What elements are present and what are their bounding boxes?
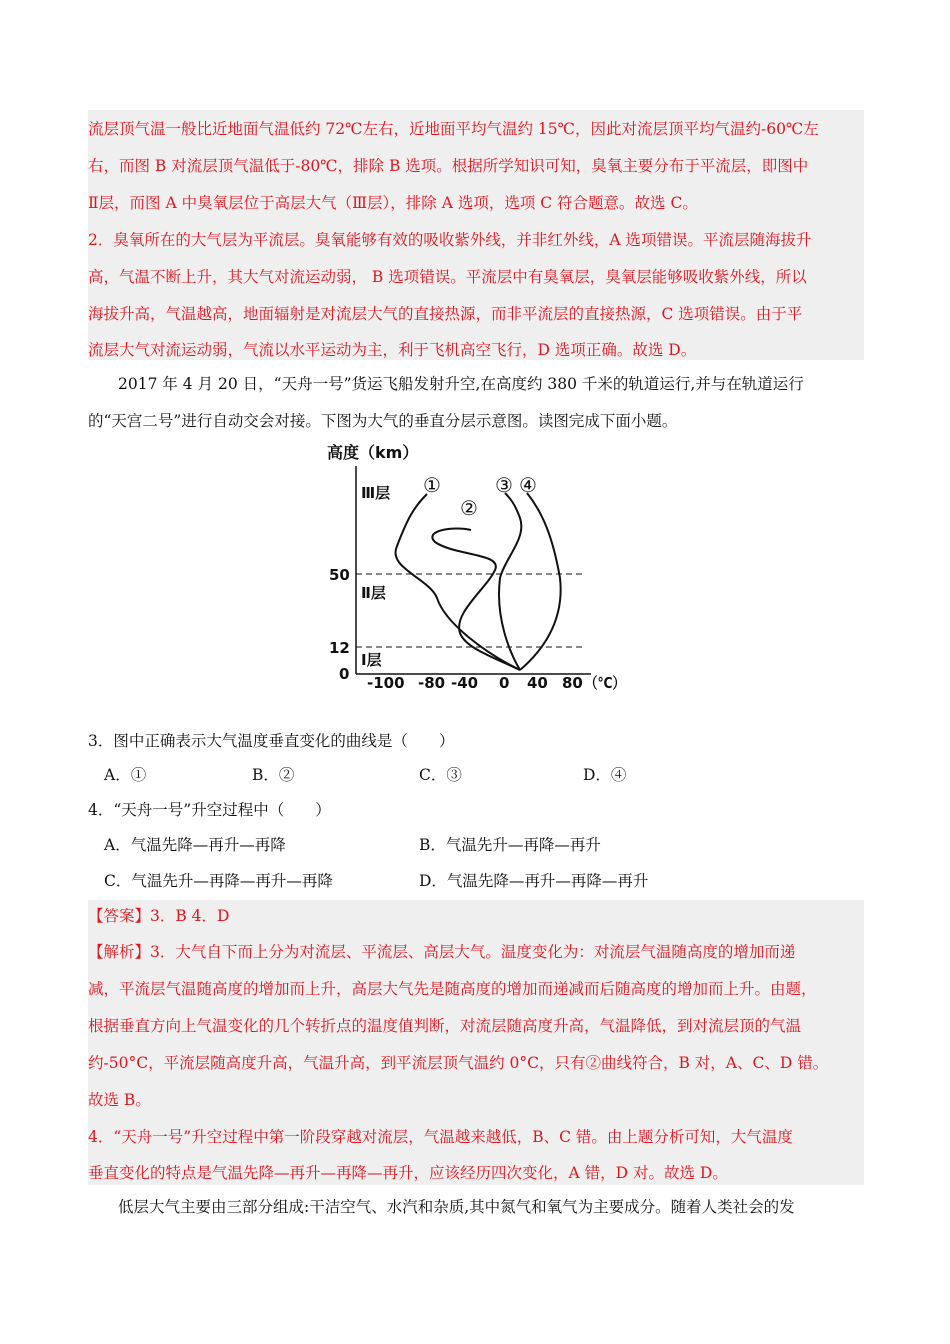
- analysis-line: 根据垂直方向上气温变化的几个转折点的温度值判断，对流层随高度升高，气温降低，到对流层顶的气温: [88, 1017, 802, 1035]
- explanation-line: 流层大气对流运动弱，气流以水平运动为主，利于飞机高空飞行，D 选项正确。故选 D。: [88, 341, 697, 359]
- x-tick-label: -40: [451, 674, 479, 692]
- q3-option-c[interactable]: C．③: [419, 766, 462, 784]
- intro-line: 的“天宫二号”进行自动交会对接。下图为大气的垂直分层示意图。读图完成下面小题。: [88, 412, 678, 430]
- explanation-line: 右，而图 B 对流层顶气温低于-80℃，排除 B 选项。根据所学知识可知，臭氧主要分布于平流层，即图中: [88, 157, 809, 175]
- q4-option-a[interactable]: A．气温先降—再升—再降: [104, 836, 286, 854]
- q4-option-d[interactable]: D．气温先降—再升—再降—再升: [419, 872, 649, 890]
- x-tick-label: 40: [527, 674, 548, 692]
- question-3-stem: 3．图中正确表示大气温度垂直变化的曲线是（ ）: [88, 732, 455, 750]
- curve-2: [432, 529, 520, 671]
- x-axis-unit: （℃）: [585, 674, 625, 692]
- analysis-line: 【解析】3．大气自下而上分为对流层、平流层、高层大气。温度变化为：对流层气温随高度的增加而递: [88, 943, 796, 961]
- atmosphere-layer-chart: [315, 438, 635, 700]
- explanation-line: 海拔升高，气温越高，地面辐射是对流层大气的直接热源，而非平流层的直接热源，C 选项错误。由于平: [88, 305, 803, 323]
- bottom-paragraph: 低层大气主要由三部分组成:干洁空气、水汽和杂质,其中氮气和氧气为主要成分。随着人类社会的发: [118, 1198, 795, 1216]
- curve-4: [520, 493, 561, 670]
- layer-label-3: Ⅲ层: [361, 484, 391, 502]
- analysis-line: 约-50°C，平流层随高度升高，气温升高，到平流层顶气温约 0°C，只有②曲线符合，B 对，A、C、D 错。: [88, 1054, 829, 1072]
- analysis-line: 垂直变化的特点是气温先降—再升—再降—再升，应该经历四次变化，A 错，D 对。故选 D。: [88, 1164, 728, 1182]
- analysis-line: 故选 B。: [88, 1091, 151, 1109]
- curve-label-4: ④: [519, 473, 537, 497]
- q4-option-b[interactable]: B．气温先升—再降—再升: [419, 836, 601, 854]
- x-tick-label: 0: [499, 674, 510, 692]
- y-axis-label: 高度（km）: [327, 443, 419, 462]
- layer-label-1: Ⅰ层: [361, 651, 382, 669]
- explanation-line: Ⅱ层，而图 A 中臭氧层位于高层大气（Ⅲ层），排除 A 选项，选项 C 符合题意。故选 C。: [88, 194, 698, 212]
- curve-label-3: ③: [495, 473, 513, 497]
- x-tick-label: 80: [562, 674, 583, 692]
- y-tick-label: 50: [329, 566, 350, 584]
- q4-option-c[interactable]: C．气温先升—再降—再升—再降: [104, 872, 333, 890]
- y-tick-label: 12: [329, 639, 350, 657]
- explanation-line: 2．臭氧所在的大气层为平流层。臭氧能够有效的吸收紫外线，并非红外线，A 选项错误。平流层随海拔升: [88, 231, 812, 249]
- q3-option-d[interactable]: D．④: [583, 766, 627, 784]
- intro-line: 2017 年 4 月 20 日，“天舟一号”货运飞船发射升空,在高度约 380 千米的轨道运行,并与在轨道运行: [118, 375, 804, 393]
- curve-1: [395, 494, 520, 670]
- answer-line: 【答案】3．B 4．D: [88, 907, 230, 925]
- layer-label-2: Ⅱ层: [361, 584, 386, 602]
- curve-label-2: ②: [460, 496, 478, 520]
- x-tick-label: -100: [367, 674, 405, 692]
- q3-option-b[interactable]: B．②: [252, 766, 295, 784]
- q3-option-a[interactable]: A．①: [104, 766, 147, 784]
- y-tick-label: 0: [339, 665, 350, 683]
- curve-label-1: ①: [423, 473, 441, 497]
- x-tick-label: -80: [418, 674, 446, 692]
- analysis-line: 4．“天舟一号”升空过程中第一阶段穿越对流层，气温越来越低，B、C 错。由上题分析可知，大气温度: [88, 1128, 793, 1146]
- analysis-line: 减，平流层气温随高度的增加而上升，高层大气先是随高度的增加而递减而后随高度的增加而上升。由题，: [88, 980, 817, 998]
- curve-3: [499, 493, 521, 670]
- explanation-line: 高，气温不断上升，其大气对流运动弱， B 选项错误。平流层中有臭氧层，臭氧层能够吸收紫外线，所以: [88, 268, 807, 286]
- explanation-line: 流层顶气温一般比近地面气温低约 72℃左右，近地面平均气温约 15℃，因此对流层顶平均气温约-60℃左: [88, 120, 819, 138]
- question-4-stem: 4．“天舟一号”升空过程中（ ）: [88, 801, 331, 819]
